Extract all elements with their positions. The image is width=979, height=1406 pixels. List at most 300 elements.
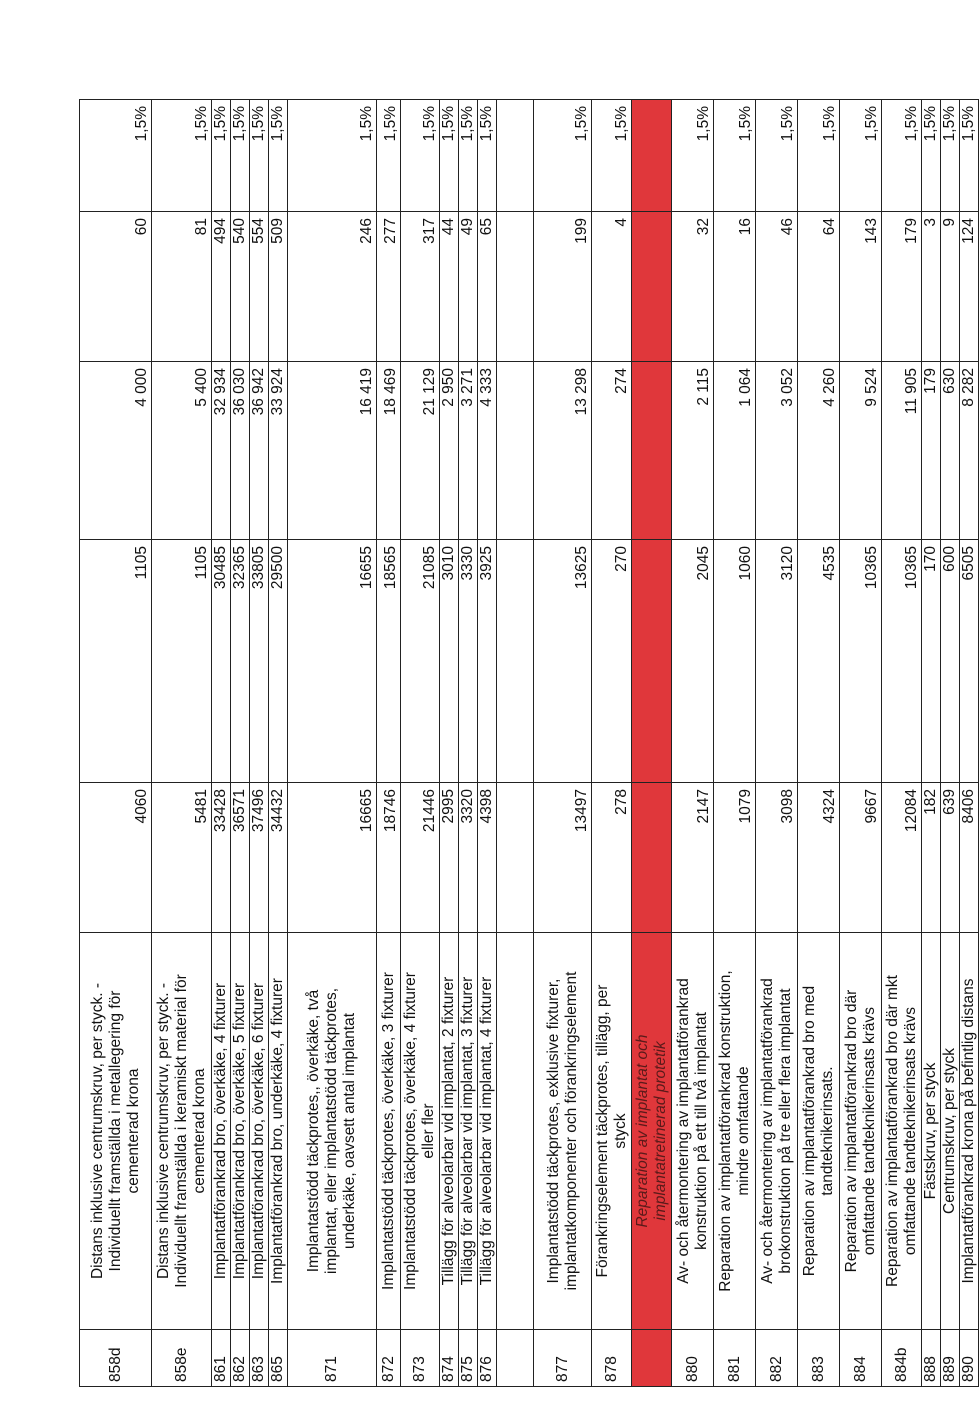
- row-value-1-text: 1079: [737, 789, 754, 824]
- row-value-4: [440, 212, 459, 362]
- row-description: [882, 933, 922, 1330]
- row-value-2: [401, 540, 440, 783]
- row-value-2-text: 18565: [382, 546, 399, 590]
- price-table: [79, 99, 979, 1387]
- row-description-text: Implantatförankrad bro, överkäke, 6 fixturer: [250, 982, 267, 1280]
- row-value-3-text: 1 064: [737, 368, 754, 407]
- row-value-2-text: 30485: [212, 546, 229, 590]
- row-value-1: [231, 783, 250, 933]
- row-code-text: 861: [212, 1356, 229, 1382]
- row-description: [756, 933, 798, 1330]
- row-value-3: [534, 362, 592, 540]
- row-percent-text: 1,5%: [779, 106, 796, 142]
- row-value-3: [882, 362, 922, 540]
- row-percent: [592, 100, 632, 212]
- row-value-4-text: 143: [863, 218, 880, 244]
- row-code: [941, 1330, 960, 1387]
- row-value-1: [440, 783, 459, 933]
- row-code-text: 882: [767, 1356, 785, 1382]
- row-description-text: Reparation av implantatförankrad bro där omfattande tandteknikerinsats krävs: [842, 989, 878, 1273]
- row-percent: [250, 100, 269, 212]
- row-value-1-text: 2995: [440, 789, 457, 824]
- row-value-1: [401, 783, 440, 933]
- row-percent-text: 1,5%: [903, 106, 920, 142]
- row-value-1: [212, 783, 231, 933]
- row-code-text: 875: [459, 1356, 476, 1382]
- row-percent-text: 1,5%: [358, 106, 375, 142]
- row-description-text: Av- och återmontering av implantatförankrad konstruktion på ett till två implantat: [674, 978, 710, 1284]
- row-value-1-text: 37496: [250, 789, 267, 833]
- row-value-1: [672, 783, 714, 933]
- row-percent-text: 1,5%: [695, 106, 712, 142]
- row-value-3-text: 21 129: [421, 368, 438, 416]
- row-code-text: 874: [440, 1356, 457, 1382]
- row-percent: [960, 100, 979, 212]
- row-value-3: [478, 362, 497, 540]
- row-value-3: [592, 362, 632, 540]
- row-value-4: [840, 212, 882, 362]
- row-value-3-text: 3 271: [459, 368, 476, 407]
- row-value-3-text: 5 400: [193, 368, 210, 407]
- row-value-3-text: 2 950: [440, 368, 457, 407]
- row-code: [250, 1330, 269, 1387]
- table-row: [882, 100, 922, 1387]
- row-value-3: [231, 362, 250, 540]
- row-value-1-text: 4060: [133, 789, 150, 824]
- row-value-4-text: 16: [737, 218, 754, 236]
- row-description-text: Implantatförankrad bro, överkäke, 4 fixturer: [212, 982, 229, 1280]
- row-description-text: Reparation av implantatförankrad bro där mkt omfattande tandteknikerinsats krävs: [883, 975, 919, 1287]
- row-value-3: [288, 362, 377, 540]
- row-description-text: Implantatförankrad bro, överkäke, 5 fixturer: [231, 982, 248, 1280]
- row-code-text: 877: [553, 1356, 571, 1382]
- row-value-4-text: 65: [478, 218, 495, 236]
- row-value-1: [922, 783, 941, 933]
- row-code: [882, 1330, 922, 1387]
- row-value-3-text: 32 934: [212, 368, 229, 416]
- row-code: [212, 1330, 231, 1387]
- row-description: [80, 933, 152, 1330]
- table-row: [269, 100, 288, 1387]
- row-value-4: [941, 212, 960, 362]
- row-value-3: [80, 362, 152, 540]
- row-value-4-text: 49: [459, 218, 476, 236]
- row-description-text: Distans inklusive centrumskruv, per styck. - Individuellt framställda i metallegering för cementerad krona: [88, 983, 142, 1280]
- row-value-4: [922, 212, 941, 362]
- row-value-2-text: 16655: [358, 546, 375, 590]
- row-value-1: [756, 783, 798, 933]
- row-value-4: [377, 212, 401, 362]
- row-value-2: [440, 540, 459, 783]
- row-value-1: [250, 783, 269, 933]
- row-value-3-text: 179: [922, 368, 939, 394]
- row-value-1-text: 12084: [903, 789, 920, 833]
- row-value-4-text: 317: [421, 218, 438, 244]
- row-value-2-text: 21085: [421, 546, 438, 590]
- row-percent: [152, 100, 212, 212]
- row-value-4: [960, 212, 979, 362]
- row-percent-text: 1,5%: [212, 106, 229, 142]
- row-value-4: [882, 212, 922, 362]
- row-percent: [80, 100, 152, 212]
- row-value-2-text: 3010: [440, 546, 457, 581]
- row-code: [440, 1330, 459, 1387]
- row-value-2: [80, 540, 152, 783]
- row-description: [269, 933, 288, 1330]
- row-value-2: [798, 540, 840, 783]
- row-value-4: [250, 212, 269, 362]
- row-code-text: 890: [960, 1356, 977, 1382]
- row-value-4: [756, 212, 798, 362]
- row-value-2-text: 4535: [821, 546, 838, 581]
- row-value-2-text: 1060: [737, 546, 754, 581]
- row-value-1-text: 21446: [421, 789, 438, 833]
- row-value-1: [882, 783, 922, 933]
- row-value-4: [534, 212, 592, 362]
- row-description-text: Implantatstödd täckprotes, överkäke, 4 fixturer eller fler: [402, 972, 437, 1290]
- row-code: [459, 1330, 478, 1387]
- row-value-4-text: 9: [941, 218, 958, 227]
- row-value-3: [756, 362, 798, 540]
- row-description-text: Av- och återmontering av implantatförankrad brokonstruktion på tre eller flera implantat: [758, 978, 794, 1284]
- row-code: [288, 1330, 377, 1387]
- row-value-1: [459, 783, 478, 933]
- row-value-1-text: 18746: [382, 789, 399, 833]
- row-value-2-text: 270: [613, 546, 630, 572]
- row-value-1: [269, 783, 288, 933]
- row-description: [922, 933, 941, 1330]
- row-value-4-text: 44: [440, 218, 457, 236]
- row-percent-text: 1,5%: [821, 106, 838, 142]
- row-value-2-text: 1105: [133, 546, 150, 580]
- table-row: [592, 100, 632, 1387]
- row-description: [497, 933, 534, 1330]
- row-percent: [497, 100, 534, 212]
- row-value-4-text: 509: [269, 218, 286, 244]
- row-value-1-text: 8406: [960, 789, 977, 824]
- row-value-4: [152, 212, 212, 362]
- row-value-4-text: 246: [358, 218, 375, 244]
- table-row: [497, 100, 534, 1387]
- row-code-text: 878: [602, 1356, 620, 1382]
- row-value-4: [478, 212, 497, 362]
- row-description: [592, 933, 632, 1330]
- row-value-2-text: 10365: [903, 546, 920, 590]
- row-value-3-text: 13 298: [573, 368, 590, 416]
- row-description-text: Reparation av implantatförankrad bro med tandteknikerinsats.: [800, 985, 836, 1277]
- row-value-1-text: 9667: [863, 789, 880, 824]
- row-value-2: [632, 540, 672, 783]
- row-description: [212, 933, 231, 1330]
- row-value-1: [960, 783, 979, 933]
- row-percent: [231, 100, 250, 212]
- row-value-1: [798, 783, 840, 933]
- row-value-2-text: 32365: [231, 546, 248, 590]
- row-value-1: [80, 783, 152, 933]
- row-percent: [840, 100, 882, 212]
- table-row: [941, 100, 960, 1387]
- row-code-text: 884: [851, 1356, 869, 1382]
- row-description-text: Tillägg för alveolarbar vid implantat, 2 fixturer: [440, 976, 457, 1286]
- row-value-1-text: 3320: [459, 789, 476, 824]
- row-percent: [478, 100, 497, 212]
- row-value-4-text: 46: [779, 218, 796, 236]
- row-code-text: 889: [941, 1356, 958, 1382]
- row-code: [231, 1330, 250, 1387]
- row-description: [152, 933, 212, 1330]
- row-description: [840, 933, 882, 1330]
- row-value-3-text: 33 924: [269, 368, 286, 416]
- row-code: [478, 1330, 497, 1387]
- row-value-3-text: 630: [941, 368, 958, 394]
- row-percent-text: 1,5%: [440, 106, 457, 142]
- row-code: [269, 1330, 288, 1387]
- row-value-4-text: 3: [922, 218, 939, 227]
- row-value-2: [882, 540, 922, 783]
- row-code-text: 858e: [172, 1347, 190, 1382]
- row-code: [592, 1330, 632, 1387]
- row-percent-text: 1,5%: [193, 106, 210, 142]
- row-value-3: [941, 362, 960, 540]
- row-code-text: 858d: [106, 1347, 124, 1382]
- row-value-2-text: 13625: [573, 546, 590, 590]
- row-value-1-text: 639: [941, 789, 958, 815]
- row-description-text: Centrumskruv, per styck: [941, 1048, 958, 1214]
- row-value-4-text: 494: [212, 218, 229, 244]
- row-value-1-text: 5481: [193, 789, 210, 824]
- table-row: [756, 100, 798, 1387]
- row-percent: [459, 100, 478, 212]
- row-value-3: [840, 362, 882, 540]
- row-code-text: 880: [683, 1356, 701, 1382]
- row-percent-text: 1,5%: [382, 106, 399, 142]
- table-row: [960, 100, 979, 1387]
- row-percent-text: 1,5%: [737, 106, 754, 142]
- row-percent-text: 1,5%: [573, 106, 590, 142]
- row-percent: [714, 100, 756, 212]
- row-value-2: [288, 540, 377, 783]
- row-code-text: 871: [323, 1356, 340, 1382]
- row-value-3-text: 4 333: [478, 368, 495, 407]
- row-value-3: [672, 362, 714, 540]
- row-description-text: Implantatstödd täckprotes, överkäke, 3 fixturer: [379, 972, 397, 1290]
- row-percent: [269, 100, 288, 212]
- row-value-2-text: 3925: [478, 546, 495, 581]
- row-value-3: [497, 362, 534, 540]
- row-percent-text: 1,5%: [863, 106, 880, 142]
- row-description: [440, 933, 459, 1330]
- row-value-2-text: 33805: [250, 546, 267, 590]
- row-value-2-text: 6505: [960, 546, 977, 581]
- row-description: [672, 933, 714, 1330]
- row-code-text: 884b: [892, 1347, 910, 1382]
- row-percent-text: 1,5%: [922, 106, 939, 142]
- table-row: [152, 100, 212, 1387]
- row-description-text: Reparation av implantatförankrad konstruktion, mindre omfattande: [716, 970, 752, 1292]
- row-value-1: [534, 783, 592, 933]
- row-percent: [941, 100, 960, 212]
- row-description: [960, 933, 979, 1330]
- row-value-2-text: 10365: [863, 546, 880, 590]
- row-percent-text: 1,5%: [250, 106, 267, 142]
- row-value-2: [459, 540, 478, 783]
- row-value-2-text: 170: [922, 546, 939, 572]
- row-value-1: [840, 783, 882, 933]
- row-code-text: 876: [478, 1356, 495, 1382]
- row-percent: [401, 100, 440, 212]
- table-row: [459, 100, 478, 1387]
- row-percent-text: 1,5%: [421, 106, 438, 142]
- row-description-text: Förankringselement täckprotes, tillägg, per styck: [593, 984, 629, 1278]
- row-value-2: [269, 540, 288, 783]
- row-value-1: [592, 783, 632, 933]
- row-code-text: 863: [250, 1356, 267, 1382]
- row-percent-text: 1,5%: [613, 106, 630, 142]
- row-code: [497, 1330, 534, 1387]
- row-percent-text: 1,5%: [478, 106, 495, 142]
- row-value-1-text: 36571: [231, 789, 248, 833]
- table-row: [478, 100, 497, 1387]
- row-value-1-text: 3098: [779, 789, 796, 824]
- row-value-2: [756, 540, 798, 783]
- row-value-2-text: 3330: [459, 546, 476, 581]
- row-value-4-text: 540: [231, 218, 248, 244]
- table-row: [231, 100, 250, 1387]
- row-value-1: [714, 783, 756, 933]
- table-row: [288, 100, 377, 1387]
- row-code-text: 881: [725, 1356, 743, 1382]
- row-code: [960, 1330, 979, 1387]
- row-value-4: [269, 212, 288, 362]
- row-description: [534, 933, 592, 1330]
- row-code: [80, 1330, 152, 1387]
- row-value-1-text: 34432: [269, 789, 286, 833]
- row-code-text: 873: [411, 1356, 428, 1382]
- row-code: [798, 1330, 840, 1387]
- row-code-text: 888: [922, 1356, 939, 1382]
- row-value-3: [440, 362, 459, 540]
- row-code: [672, 1330, 714, 1387]
- row-value-4: [672, 212, 714, 362]
- row-code-text: 872: [379, 1356, 397, 1382]
- row-value-3: [212, 362, 231, 540]
- row-description-text: Reparation av implantat och implantatretinerad protetik: [633, 1034, 669, 1228]
- row-percent-text: 1,5%: [941, 106, 958, 142]
- row-percent: [534, 100, 592, 212]
- row-value-1-text: 182: [922, 789, 939, 815]
- row-value-2-text: 600: [941, 546, 958, 572]
- row-value-2: [250, 540, 269, 783]
- row-description-text: Fästskruv, per styck: [922, 1062, 939, 1200]
- row-value-4: [798, 212, 840, 362]
- row-code-text: 883: [809, 1356, 827, 1382]
- row-code-text: 862: [231, 1356, 248, 1382]
- table-row: [840, 100, 882, 1387]
- row-value-4: [459, 212, 478, 362]
- table-row: [534, 100, 592, 1387]
- row-value-3: [152, 362, 212, 540]
- row-value-3: [269, 362, 288, 540]
- row-description: [377, 933, 401, 1330]
- row-code: [840, 1330, 882, 1387]
- row-code: [632, 1330, 672, 1387]
- row-description-text: Implantatstödd täckprotes,, överkäke, två implantat, eller implantatstödd täckprotes, underkäke, oavsett antal implantat: [305, 987, 358, 1275]
- row-description-text: Tillägg för alveolarbar vid implantat, 3 fixturer: [459, 976, 476, 1286]
- table-row: [922, 100, 941, 1387]
- row-value-4-text: 64: [821, 218, 838, 236]
- row-value-4-text: 32: [695, 218, 712, 236]
- row-value-2: [212, 540, 231, 783]
- row-code: [377, 1330, 401, 1387]
- row-value-3-text: 9 524: [863, 368, 880, 407]
- table-row: [632, 100, 672, 1387]
- row-value-4: [714, 212, 756, 362]
- row-value-3-text: 274: [613, 368, 630, 394]
- row-value-2: [840, 540, 882, 783]
- table-row: [401, 100, 440, 1387]
- row-value-2: [377, 540, 401, 783]
- row-value-3-text: 18 469: [382, 368, 399, 416]
- row-value-4: [212, 212, 231, 362]
- row-value-3: [960, 362, 979, 540]
- row-percent-text: 1,5%: [459, 106, 476, 142]
- row-value-3-text: 4 000: [133, 368, 150, 407]
- row-description: [231, 933, 250, 1330]
- row-value-3-text: 3 052: [779, 368, 796, 407]
- row-value-1: [288, 783, 377, 933]
- row-value-1-text: 16665: [358, 789, 375, 833]
- table-row: [798, 100, 840, 1387]
- row-percent: [288, 100, 377, 212]
- row-value-2: [152, 540, 212, 783]
- row-percent: [440, 100, 459, 212]
- row-value-3-text: 8 282: [960, 368, 977, 407]
- row-value-2-text: 3120: [779, 546, 796, 581]
- row-value-3: [377, 362, 401, 540]
- row-value-3: [250, 362, 269, 540]
- row-value-1-text: 2147: [695, 789, 712, 824]
- row-value-2: [714, 540, 756, 783]
- row-value-4-text: 277: [382, 218, 399, 244]
- row-percent-text: 1,5%: [231, 106, 248, 142]
- row-value-4-text: 60: [133, 218, 150, 236]
- row-value-3-text: 11 905: [903, 368, 920, 415]
- row-description-text: Implantatförankrad krona på befintlig distans: [960, 978, 977, 1284]
- row-value-1-text: 4324: [821, 789, 838, 824]
- table-row: [250, 100, 269, 1387]
- row-value-4-text: 179: [903, 218, 920, 244]
- row-value-3: [714, 362, 756, 540]
- row-code: [401, 1330, 440, 1387]
- row-value-1: [478, 783, 497, 933]
- row-value-2-text: 2045: [695, 546, 712, 581]
- table-row: [212, 100, 231, 1387]
- row-value-4: [80, 212, 152, 362]
- row-value-1-text: 4398: [478, 789, 495, 824]
- row-percent: [632, 100, 672, 212]
- row-value-2: [478, 540, 497, 783]
- row-value-4: [288, 212, 377, 362]
- row-code: [714, 1330, 756, 1387]
- row-code: [922, 1330, 941, 1387]
- row-value-1: [377, 783, 401, 933]
- row-percent: [756, 100, 798, 212]
- row-description: [798, 933, 840, 1330]
- row-value-4: [231, 212, 250, 362]
- row-value-4-text: 81: [193, 218, 210, 236]
- row-description: [459, 933, 478, 1330]
- row-code-text: 865: [269, 1356, 286, 1382]
